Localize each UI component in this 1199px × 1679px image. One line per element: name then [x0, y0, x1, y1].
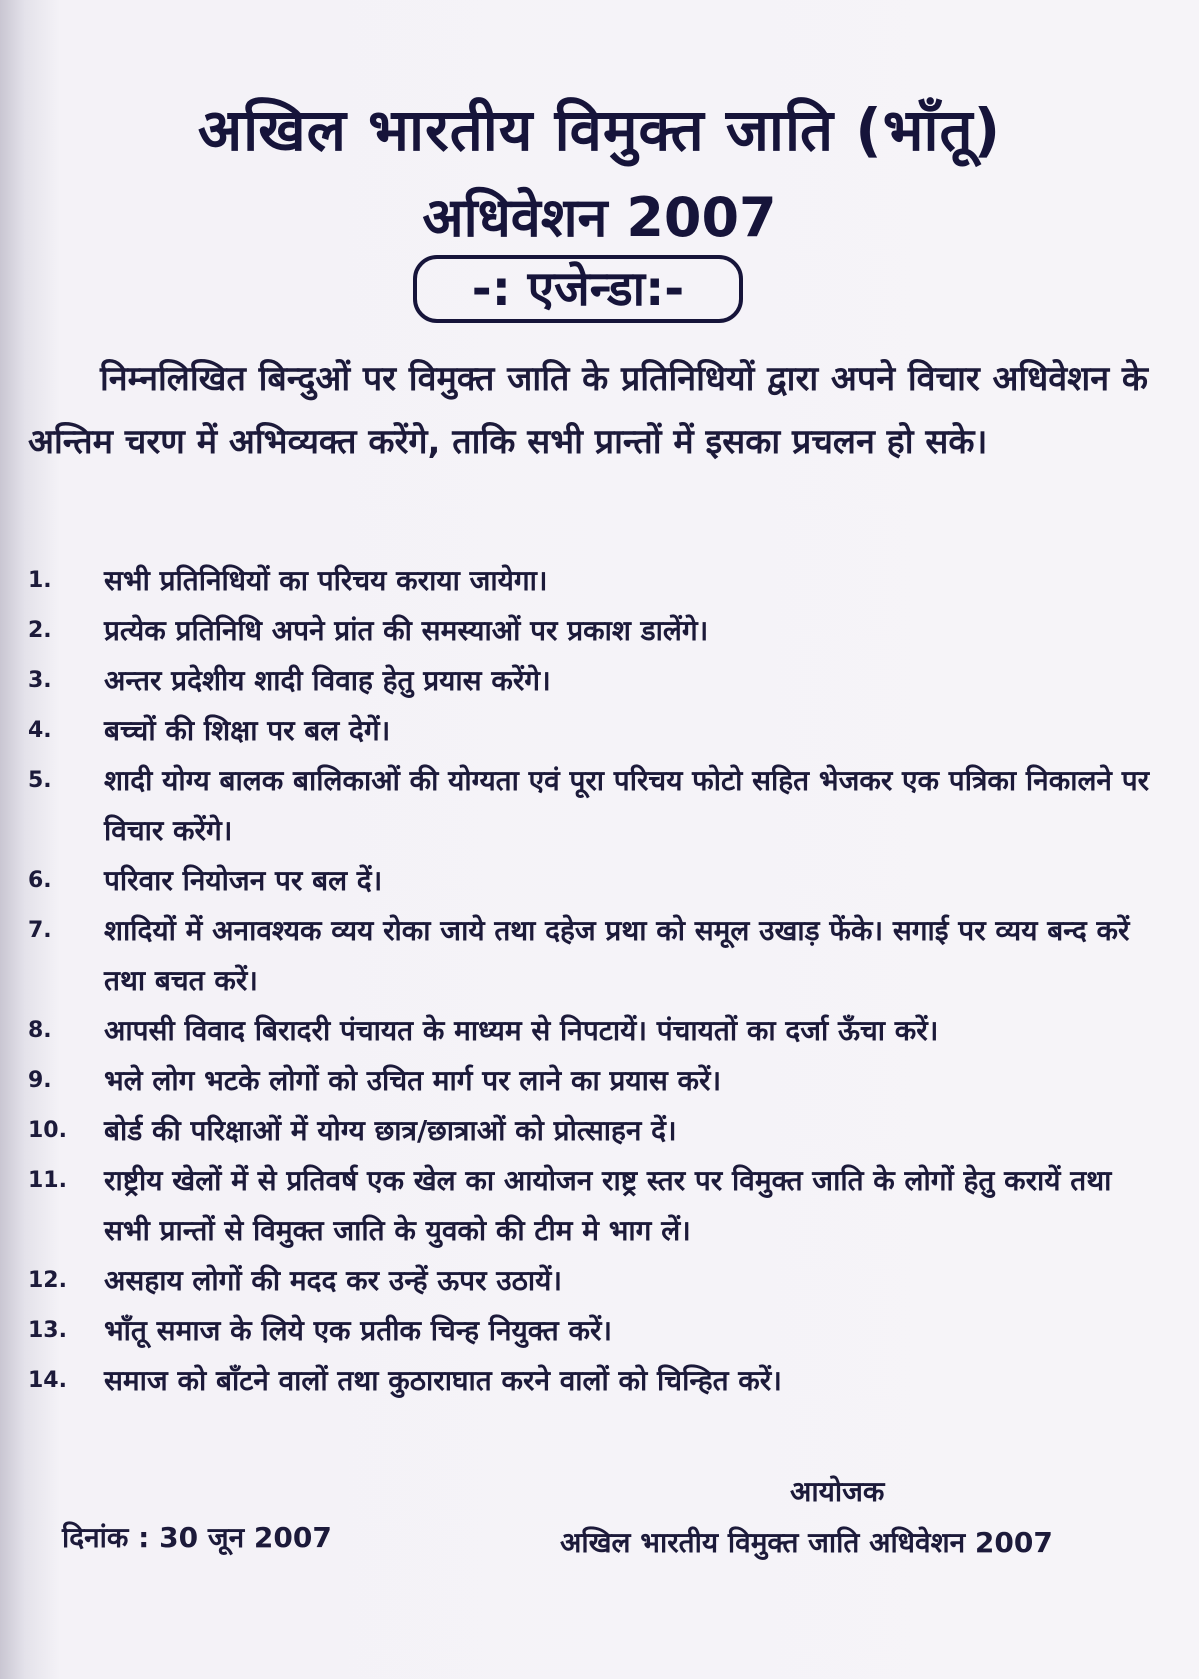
- item-text: बच्चों की शिक्षा पर बल देगें।: [104, 714, 391, 747]
- list-item: [28, 556, 1158, 606]
- item-number: 13.: [28, 1318, 67, 1343]
- list-item: [28, 1056, 1158, 1106]
- item-number: 11.: [28, 1168, 67, 1193]
- item-text: प्रत्येक प्रतिनिधि अपने प्रांत की समस्याओं पर प्रकाश डालेंगे।: [104, 614, 709, 647]
- item-text: शादी योग्य बालक बालिकाओं की योग्यता एवं पूरा परिचय फोटो सहित भेजकर एक पत्रिका निकालने पर विचार करेंगे।: [104, 764, 1150, 847]
- item-text: परिवार नियोजन पर बल दें।: [104, 864, 383, 897]
- list-item: [28, 1356, 1158, 1406]
- list-item: [28, 656, 1158, 706]
- item-text: आपसी विवाद बिरादरी पंचायत के माध्यम से निपटायें। पंचायतों का दर्जा ऊँचा करें।: [104, 1014, 939, 1047]
- item-text: सभी प्रतिनिधियों का परिचय कराया जायेगा।: [104, 564, 548, 597]
- item-number: 10.: [28, 1118, 67, 1143]
- intro-paragraph: निम्नलिखित बिन्दुओं पर विमुक्त जाति के प्रतिनिधियों द्वारा अपने विचार अधिवेशन के अन्तिम चरण में अभिव्यक्त करेंगे, ताकि सभी प्रान्तों में इसका प्रचलन हो सके।: [28, 359, 1148, 462]
- item-number: 5.: [28, 768, 52, 793]
- item-text: अन्तर प्रदेशीय शादी विवाह हेतु प्रयास करेंगे।: [104, 664, 551, 697]
- document-title: अखिल भारतीय विमुक्त जाति (भाँतू): [197, 96, 1002, 164]
- item-text: समाज को बाँटने वालों तथा कुठाराघात करने वालों को चिन्हित करें।: [104, 1364, 782, 1397]
- organizer-name: अखिल भारतीय विमुक्त जाति अधिवेशन 2007: [560, 1526, 1053, 1559]
- list-item: [28, 756, 1158, 856]
- list-item: [28, 856, 1158, 906]
- item-number: 6.: [28, 868, 52, 893]
- item-number: 4.: [28, 718, 52, 743]
- item-text: भाँतू समाज के लिये एक प्रतीक चिन्ह नियुक्त करें।: [104, 1314, 613, 1347]
- list-item: [28, 1256, 1158, 1306]
- item-text: असहाय लोगों की मदद कर उन्हें ऊपर उठायें।: [104, 1264, 562, 1297]
- item-number: 14.: [28, 1368, 67, 1393]
- item-number: 7.: [28, 918, 52, 943]
- item-number: 2.: [28, 618, 52, 643]
- agenda-list: [28, 556, 1158, 1406]
- item-number: 9.: [28, 1068, 52, 1093]
- item-number: 3.: [28, 668, 52, 693]
- item-number: 12.: [28, 1268, 67, 1293]
- list-item: [28, 906, 1158, 1006]
- list-item: [28, 1006, 1158, 1056]
- list-item: [28, 1106, 1158, 1156]
- organizer-label: आयोजक: [790, 1475, 885, 1508]
- list-item: [28, 606, 1158, 656]
- list-item: [28, 1306, 1158, 1356]
- item-number: 1.: [28, 568, 52, 593]
- document-date: दिनांक : 30 जून 2007: [62, 1521, 332, 1554]
- list-item: [28, 1156, 1158, 1256]
- item-number: 8.: [28, 1018, 52, 1043]
- list-item: [28, 706, 1158, 756]
- agenda-heading: -: एजेन्डा:-: [413, 255, 743, 323]
- document-subtitle: अधिवेशन 2007: [422, 186, 777, 249]
- item-text: शादियों में अनावश्यक व्यय रोका जाये तथा दहेज प्रथा को समूल उखाड़ फेंके। सगाई पर व्यय बन्द करें तथा बचत करें।: [104, 914, 1130, 997]
- item-text: राष्ट्रीय खेलों में से प्रतिवर्ष एक खेल का आयोजन राष्ट्र स्तर पर विमुक्त जाति के लोगों हेतु करायें तथा सभी प्रान्तों से विमुक्त जाति के युवको की टीम मे भाग लें।: [104, 1164, 1112, 1247]
- item-text: बोर्ड की परिक्षाओं में योग्य छात्र/छात्राओं को प्रोत्साहन दें।: [104, 1114, 677, 1147]
- item-text: भले लोग भटके लोगों को उचित मार्ग पर लाने का प्रयास करें।: [104, 1064, 722, 1097]
